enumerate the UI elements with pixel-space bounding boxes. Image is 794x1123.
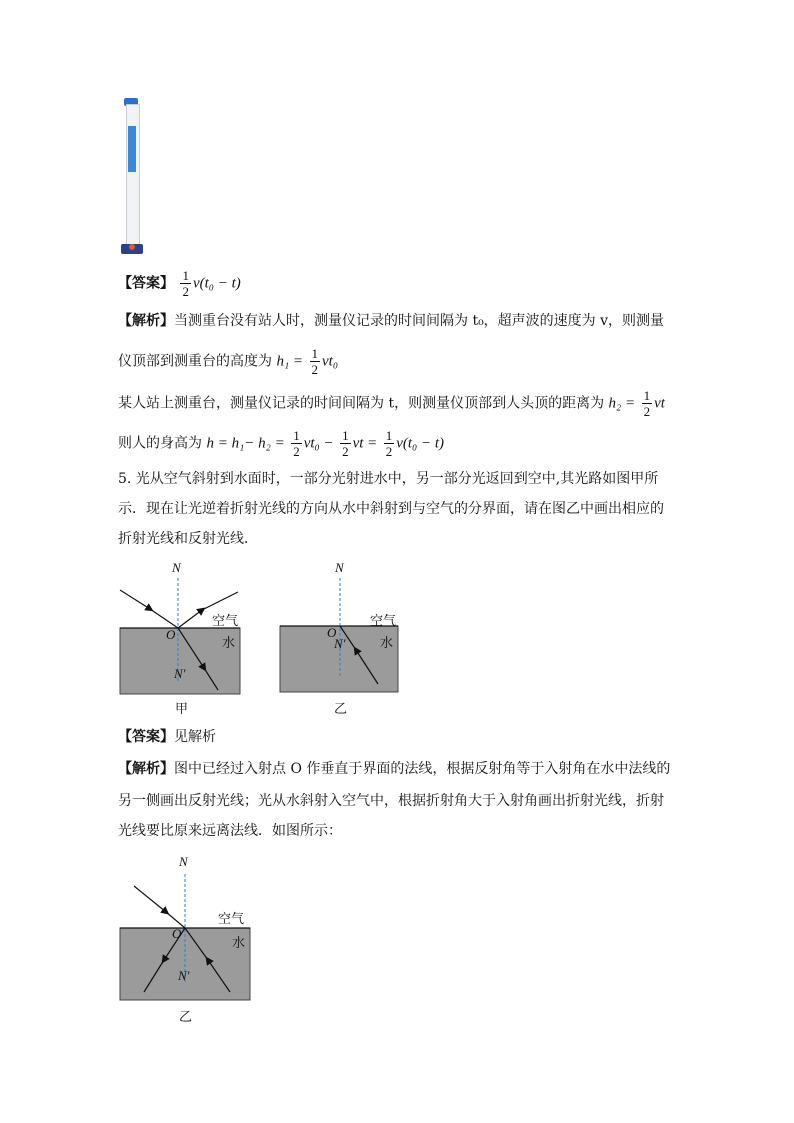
answer-1 bbox=[118, 268, 241, 299]
answer-2: 【答案】见解析 bbox=[118, 729, 216, 745]
water-label: 水 bbox=[222, 636, 236, 651]
point-label-o: O bbox=[172, 926, 182, 941]
analysis-label: 【解析】 bbox=[118, 761, 174, 777]
point-label-o: O bbox=[327, 625, 337, 640]
air-label: 空气 bbox=[370, 614, 397, 629]
figure-jia-caption: 甲 bbox=[175, 702, 189, 717]
normal-label-n-prime: N′ bbox=[174, 666, 186, 681]
analysis-2-line2: 另一侧画出反射光线；光从水斜射入空气中，根据折射角大于入射角画出折射光线，折射 bbox=[118, 793, 664, 809]
question-5-line1: 5. 光从空气斜射到水面时，一部分光射进水中，另一部分光返回到空中,其光路如图甲所 bbox=[118, 471, 659, 487]
analysis-2-line3: 光线要比原来远离法线．如图所示： bbox=[118, 823, 342, 839]
water-label: 水 bbox=[232, 936, 246, 951]
air-label: 空气 bbox=[218, 912, 245, 927]
answer-label: 【答案】 bbox=[118, 729, 174, 745]
analysis-1-line3: 某人站上测重台，测量仪记录的时间间隔为 t，则测量仪顶部到人头顶的距离为 h₂ = $\frac{1}{2}$ vt bbox=[118, 388, 665, 419]
answer-figure-caption: 乙 bbox=[179, 1010, 193, 1025]
figure-yi-caption: 乙 bbox=[334, 702, 348, 717]
height-meter-image bbox=[118, 98, 148, 258]
analysis-2-line1: 【解析】图中已经过入射点 O 作垂直于界面的法线，根据反射角等于入射角在水中法线的 bbox=[118, 761, 671, 777]
answer-label: 【答案】 bbox=[118, 275, 174, 292]
analysis-label: 【解析】 bbox=[118, 313, 174, 329]
analysis-1-line1: 【解析】当测重台没有站人时，测量仪记录的时间间隔为 t₀，超声波的速度为 v，则测量 bbox=[118, 313, 665, 329]
normal-label-n-prime: N′ bbox=[334, 636, 346, 651]
question-5-line2: 示．现在让光逆着折射光线的方向从水中斜射到与空气的分界面，请在图乙中画出相应的 bbox=[118, 501, 664, 517]
normal-label-n: N bbox=[179, 854, 188, 869]
normal-label-n-prime: N′ bbox=[178, 968, 190, 983]
normal-label-n: N bbox=[172, 560, 181, 575]
normal-label-n: N bbox=[335, 560, 344, 575]
answer-expression: v(t₀ − t) bbox=[192, 275, 241, 292]
water-label: 水 bbox=[380, 636, 394, 651]
analysis-1-line2: 仪顶部到测重台的高度为 h₁ = $\frac{1}{2}$ vt₀ bbox=[118, 346, 339, 377]
question-5-line3: 折射光线和反射光线． bbox=[118, 531, 258, 547]
air-label: 空气 bbox=[212, 614, 239, 629]
fraction-half: $\frac{1}{2}$ bbox=[182, 268, 189, 299]
analysis-1-line4: 则人的身高为 h = h₁− h₂ = $\frac{1}{2}$ vt₀ − $\frac{1}{2}$ vt = $\frac{1}{2}$ v(t₀ − t) bbox=[118, 428, 445, 459]
point-label-o: O bbox=[166, 627, 176, 642]
